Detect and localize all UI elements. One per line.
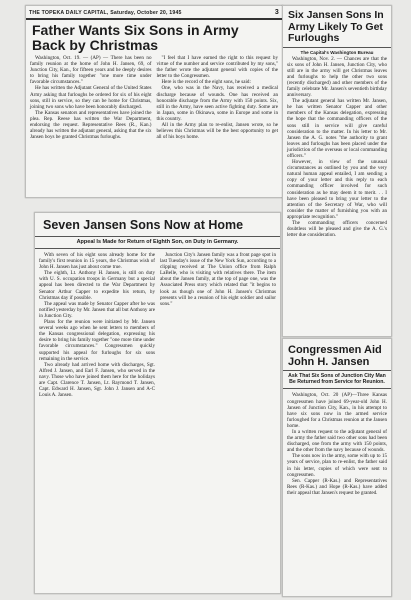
article-column-1 xyxy=(39,252,155,398)
headline: Father Wants Six Sons in Army Back by Christmas xyxy=(32,22,239,53)
article-columns xyxy=(26,55,282,140)
clipping-father-wants-six-sons xyxy=(25,5,283,198)
paragraph: "I feel that I have earned the right to this request by virtue of the number and service contributed by my sons," the father wrote the adjutant general with copies of the letter to the Congressmen. xyxy=(156,55,278,80)
headline-rule xyxy=(283,47,391,48)
subheadline: Ask That Six Sons of Junction City Man Be Returned from Service for Reunion. xyxy=(288,373,386,386)
paragraph: The Kansas senators and representatives have joined the plea. Rep. Reese has written the War Department, endorsing the request. Representative Rees (R., Kan.) already has written the adjutant general, asking that the six Jansen boys be granted Christmas furloughs. xyxy=(30,109,152,141)
paragraph: He has written the Adjutant General of the United States Army asking that furloughs be ordered for six of his eight sons, still in service, so they can be home for Christmas, joining two sons who have been honorably discharged. xyxy=(30,85,152,110)
clipping-congressmen-aid xyxy=(282,338,392,597)
article-column-2 xyxy=(157,55,279,140)
paragraph: In a written request to the adjutant general of the army the father said two other sons had been discharged, one from the army with 150 points, and the other from the navy because of wounds. xyxy=(287,428,387,454)
byline: The Capital's Washington Bureau xyxy=(300,49,374,55)
paragraph: The appeal was made by Senator Capper after he was notified yesterday by Mr. Jansen that all but Anthony are in Junction City. xyxy=(39,300,155,319)
paragraph: Two already had arrived home with discharges, Sgt. Alfred J. Jansen, and Earl F. Jansen, who served in the navy. Those who have joined them here for the holidays are Capt. Clarence T. Jansen, Lt. Raymond T. Jansen, Capt. Edward H. Jansen, Sgt. John J. Jansen and A-C Louis A. Jansen. xyxy=(39,361,155,399)
clipping-six-sons-furloughs xyxy=(282,5,392,337)
masthead-title: THE TOPEKA DAILY CAPITAL, Saturday, October 20, 1945 xyxy=(29,9,182,16)
paragraph: The commanding officers concerned doubtless will be pleased and give the A. G.'s letter due consideration. xyxy=(287,220,387,239)
paragraph: With seven of his eight sons already home for the family's first reunion in 15 years, the Christmas wish of John H. Jansen has just about come true. xyxy=(39,252,155,271)
headline: Seven Jansen Sons Now at Home xyxy=(43,218,244,232)
page-number: 3 xyxy=(274,9,279,16)
masthead xyxy=(26,6,282,17)
paragraph: Plans for the reunion were initiated by Mr. Jansen several weeks ago when he sent letters to members of the Kansas congressional delegation, expressing his desire to bring his family together "one more time under favorable circumstances." Congressmen quickly supported his appeal for furloughs for six sons remaining in the service. xyxy=(39,319,155,362)
paragraph: However, in view of the unusual circumstances as outlined by you and the very natural human appeal entailed, I am sending a copy of your letter and this reply to each commanding officer involved for such consideration as he may deem it to merit. . . I have been pleased to bring your letter to the attention of the Secretary of War, who will consider the matter of furnishing you with an appropriate recognition." xyxy=(287,159,387,220)
article-column-2 xyxy=(160,252,276,398)
paragraph: Sen. Capper (R-Kas.) and Representatives Rees (R-Kas.) and Hope (R-Kas.) have added their appeal that Jansen's request be granted. xyxy=(287,477,387,496)
clipping-seven-sons-home xyxy=(34,212,281,594)
paragraph: One, who was in the Navy, has received a medical discharge because of wounds. One has received an honorable discharge from the Army with 150 points. Six, still in the Army, have seen active fighting duty. Some are in Japan, some in Okinawa, some in Europe and some in this country. xyxy=(156,85,278,122)
subheadline: Appeal Is Made for Return of Eighth Son, on Duty in Germany. xyxy=(76,238,239,245)
article-column-1 xyxy=(30,55,152,140)
paragraph: The eighth, Lt. Anthony H. Jansen, is still on duty with U. S. occupation troops in Germany but a special appeal has been directed to the War Department by Senator Arthur Capper to expedite his return, by Christmas day if possible. xyxy=(39,270,155,301)
paragraph: The adjutant general has written Mr. Jansen, he has written Senator Capper and other members of the Kansas delegation, expressing the hope that the commanding officers of the sons still in service will give careful consideration to the matter. In his letter to Mr. Jansen the A. G. notes "the authority to grant leaves and furloughs has been placed under the jurisdiction of the overseas or local commanding officers." xyxy=(287,98,387,159)
paragraph: Washington, Nov. 2. — Chances are that the six sons of John H. Jansen, Junction City, who still are in the army will get Christmas leaves and furloughs to help the other two sons (recently discharged) and other members of the family celebrate Mr. Jansen's seventieth birthday anniversary. xyxy=(287,55,387,99)
article-body xyxy=(283,56,391,239)
paragraph: Here is the record of the eight sons, he said: xyxy=(161,79,251,86)
article-body xyxy=(283,389,391,496)
paragraph: All in the Army plan to re-enlist, Jansen wrote, so he believes this Christmas will be the best opportunity to get all of his boys home. xyxy=(156,122,278,141)
headline: Congressmen Aid John H. Jansen xyxy=(288,344,382,368)
headline: Six Jansen Sons In Army Likely To Get Furloughs xyxy=(288,9,384,44)
paragraph: Washington, Oct. 19. — (AP) — There has been no family reunion at the home of John H. Jansen, 69, of Junction City, Kan., for fifteen years and he deeply desires to bring his family together "one more time under favorable circumstances." xyxy=(30,55,152,86)
paragraph: Junction City's Jansen family was a front page spot in last Tuesday's issue of the New York Sun, according to a clipping received at The Union office from Ralph LaBelle, who is visiting with relatives there. The item about the Jansen family, at the top of page one, was the Associated Press story which related that "it begins to look as though one of John H. Jansen's Christmas presents will be a reunion of his eight soldier and sailor sons." xyxy=(160,252,276,307)
paragraph: Washington, Oct. 20 (AP)—Three Kansas congressmen have joined 69-year-old John H. Jansen of Junction City, Kan., in his attempt to have six sons now in the armed service furloughed for a Christmas reunion at the Jansen home. xyxy=(287,392,387,429)
article-columns xyxy=(35,249,280,398)
paragraph: The sons now in the army, some with up to 15 years of service, plan to re-enlist, the father said in his letter, copies of which were sent to congressmen. xyxy=(287,453,387,478)
